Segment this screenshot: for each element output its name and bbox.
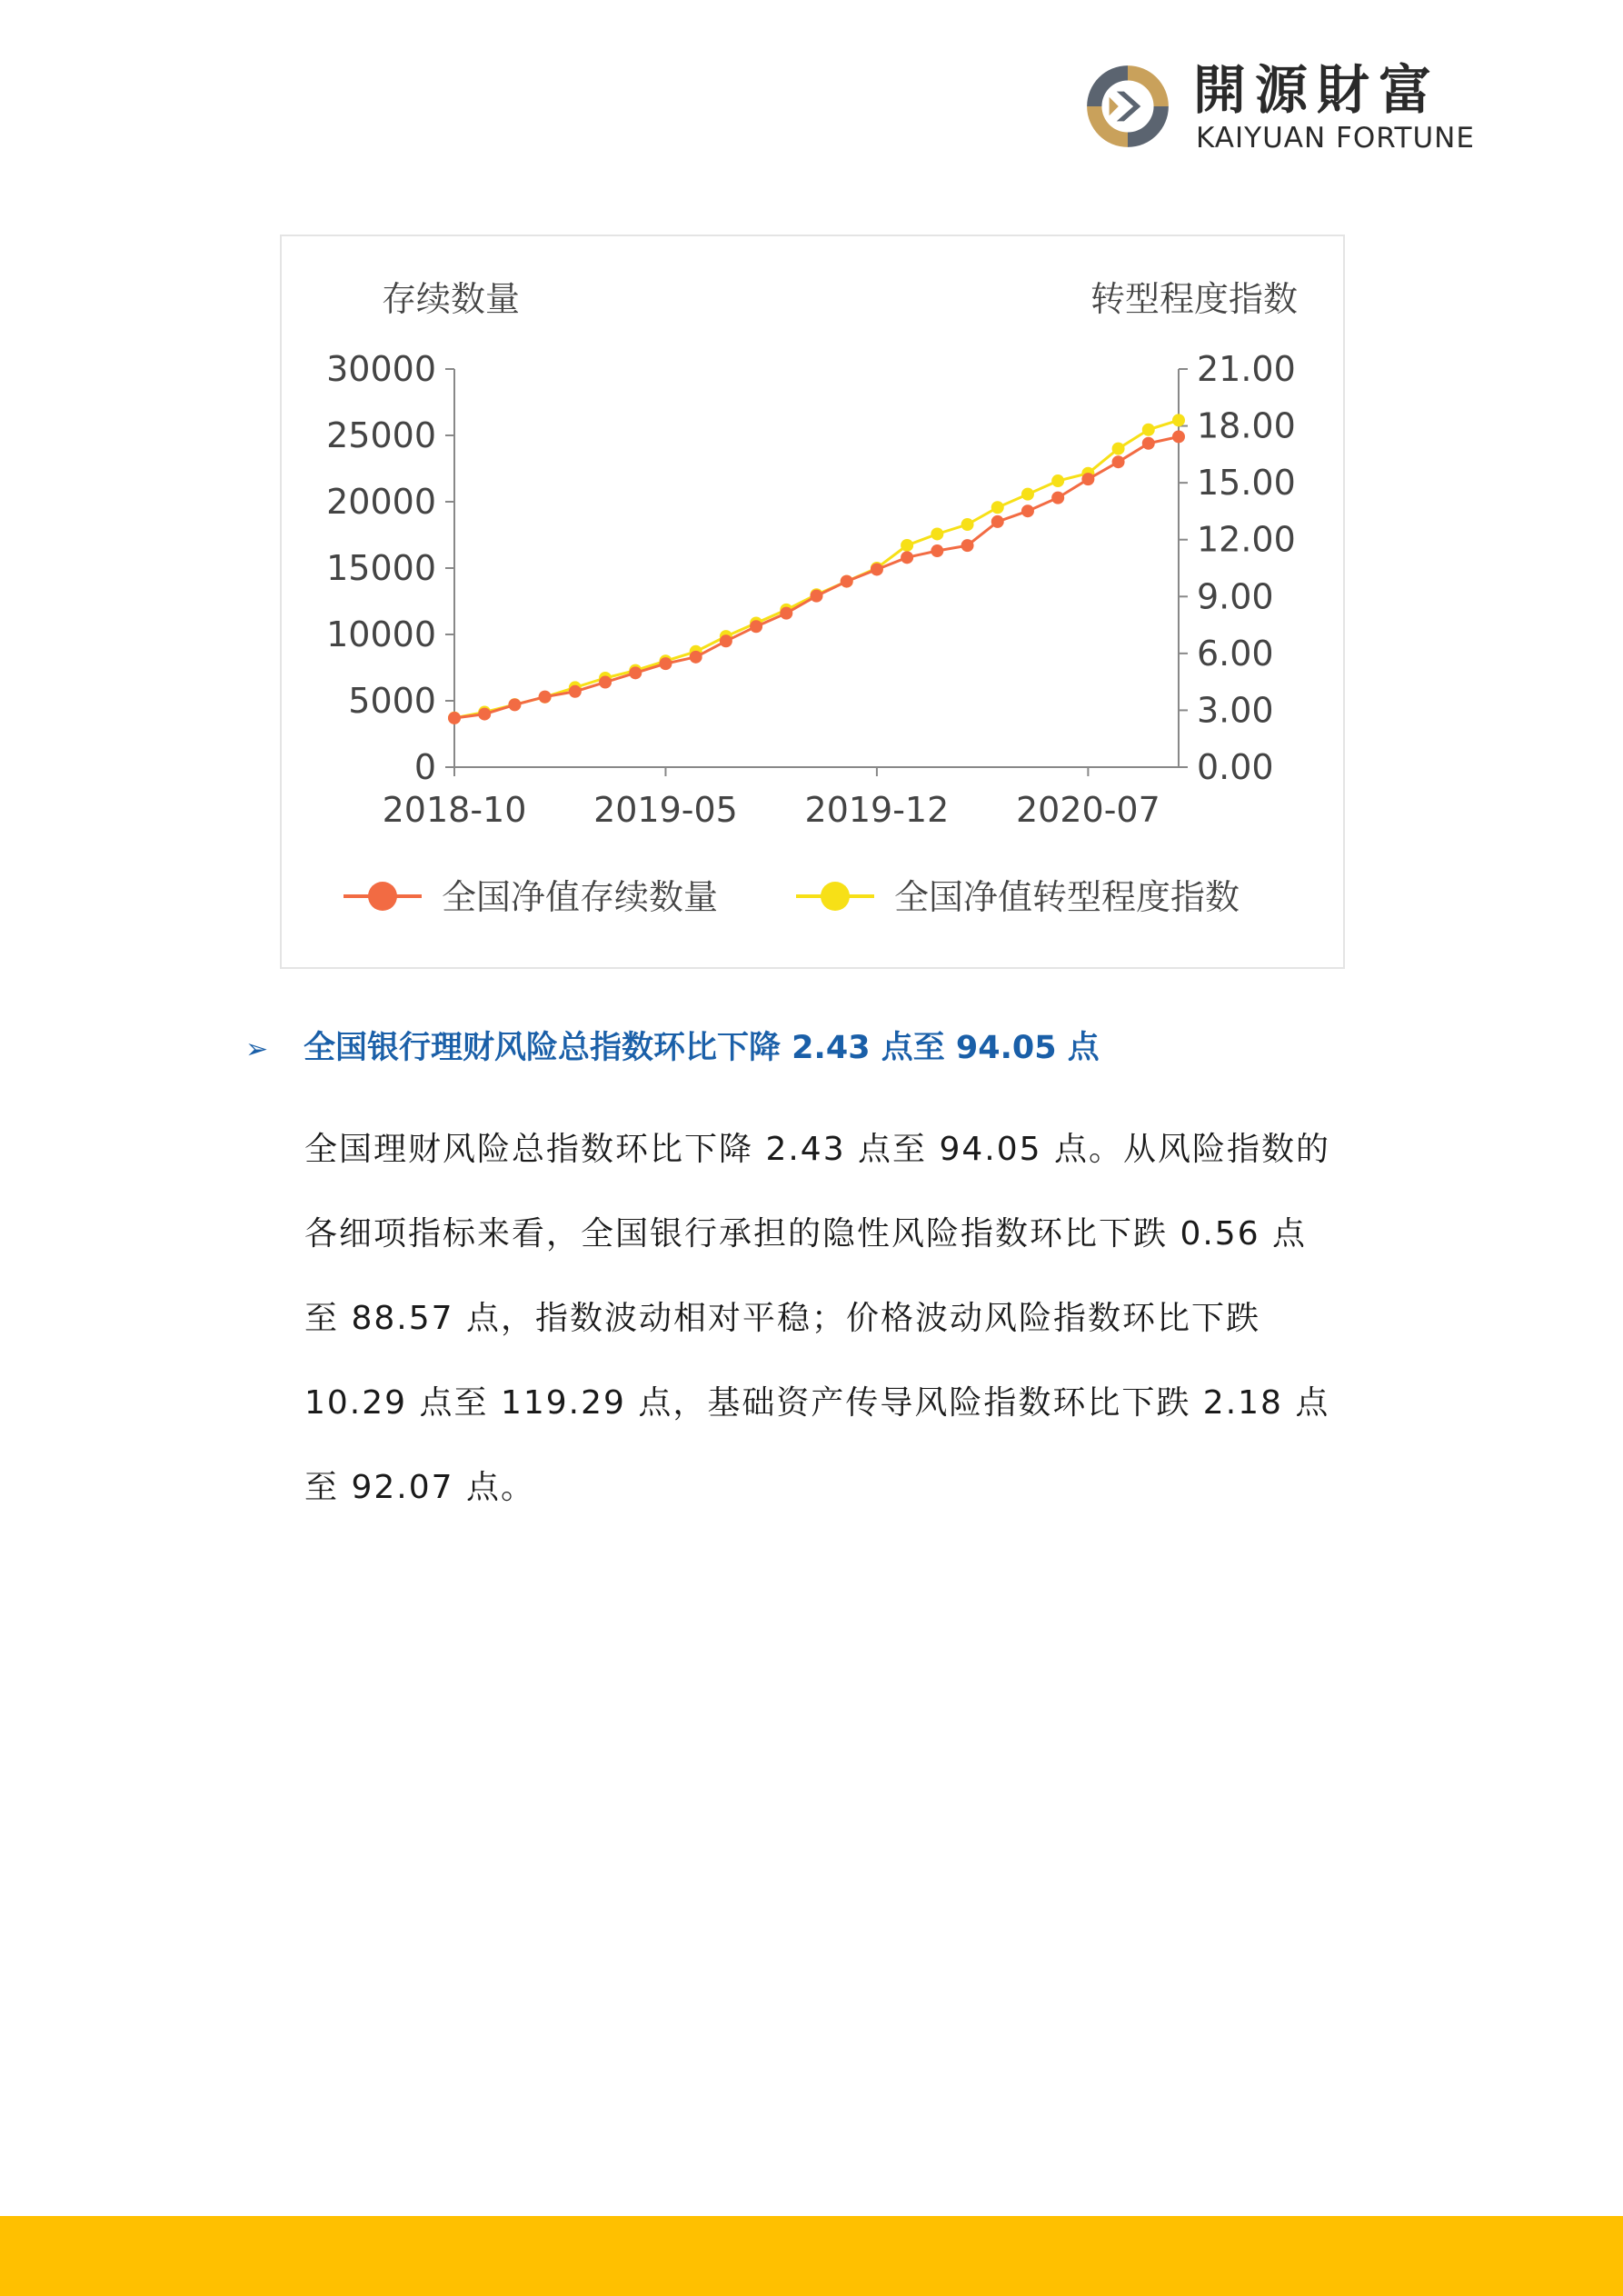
data-point xyxy=(961,539,974,552)
x-axis-tick-label: 2019-12 xyxy=(804,790,950,830)
series-transformation-index xyxy=(448,414,1185,724)
paragraph-line: 各细项指标来看，全国银行承担的隐性风险指数环比下跌 0.56 点 xyxy=(304,1215,1308,1253)
right-axis-tick-label: 12.00 xyxy=(1197,519,1296,560)
kaiyuan-logo-icon xyxy=(1081,60,1174,153)
data-point xyxy=(629,666,642,679)
data-point xyxy=(901,551,913,564)
data-point xyxy=(901,539,913,552)
data-point xyxy=(1112,455,1125,468)
data-point xyxy=(448,712,461,724)
series-net-value-count xyxy=(448,430,1185,724)
left-axis-tick-label: 15000 xyxy=(326,548,436,588)
data-point xyxy=(750,620,762,633)
data-point xyxy=(478,708,491,721)
data-point xyxy=(659,657,672,670)
data-point xyxy=(1172,414,1185,426)
left-axis-tick-label: 0 xyxy=(413,747,436,787)
right-axis-tick-label: 9.00 xyxy=(1197,576,1274,617)
data-point xyxy=(539,691,552,704)
legend-marker-icon xyxy=(821,882,850,911)
brand-name-en: KAIYUAN FORTUNE xyxy=(1196,122,1475,155)
legend-label: 全国净值存续数量 xyxy=(442,877,719,917)
brand-logo xyxy=(1081,56,1499,156)
chart-panel xyxy=(280,235,1345,969)
legend-marker-icon xyxy=(368,882,397,911)
section-heading-text: 全国银行理财风险总指数环比下降 2.43 点至 94.05 点 xyxy=(304,1030,1100,1066)
left-axis-tick-label: 20000 xyxy=(326,482,436,522)
left-axis-tick-label: 25000 xyxy=(326,415,436,455)
data-point xyxy=(569,685,582,698)
left-axis-title: 存续数量 xyxy=(382,279,521,319)
data-point xyxy=(690,651,702,664)
right-axis-tick-label: 0.00 xyxy=(1197,747,1274,787)
data-point xyxy=(1051,492,1064,504)
paragraph-line: 至 88.57 点，指数波动相对平稳；价格波动风险指数环比下跌 xyxy=(304,1300,1260,1337)
data-point xyxy=(1112,443,1125,455)
x-axis-tick-label: 2019-05 xyxy=(593,790,738,830)
data-point xyxy=(871,563,883,575)
paragraph-line: 至 92.07 点。 xyxy=(304,1469,535,1506)
x-axis-tick-label: 2018-10 xyxy=(382,790,527,830)
x-axis-tick-label: 2020-07 xyxy=(1015,790,1160,830)
data-point xyxy=(1021,504,1034,517)
data-point xyxy=(841,575,853,588)
data-point xyxy=(720,634,732,647)
data-point xyxy=(961,518,974,531)
left-axis-tick-label: 30000 xyxy=(326,349,436,389)
right-axis-tick-label: 21.00 xyxy=(1197,349,1296,389)
data-point xyxy=(1172,430,1185,443)
data-point xyxy=(1142,424,1155,436)
right-axis-tick-label: 15.00 xyxy=(1197,463,1296,504)
legend-item xyxy=(796,877,1240,917)
footer-bar xyxy=(0,2216,1623,2296)
data-point xyxy=(1081,473,1094,485)
right-axis-tick-label: 6.00 xyxy=(1197,633,1274,674)
data-point xyxy=(1142,437,1155,450)
data-point xyxy=(780,607,792,620)
right-axis-tick-label: 3.00 xyxy=(1197,690,1274,731)
data-point xyxy=(931,544,943,557)
bullet-arrow-icon: ➢ xyxy=(245,1033,269,1065)
paragraph-line: 10.29 点至 119.29 点，基础资产传导风险指数环比下跌 2.18 点 xyxy=(304,1384,1330,1422)
paragraph-line: 全国理财风险总指数环比下降 2.43 点至 94.05 点。从风险指数的 xyxy=(304,1131,1330,1168)
brand-name-cn: 開源財富 xyxy=(1193,59,1441,121)
data-point xyxy=(811,590,823,603)
data-point xyxy=(508,698,521,711)
left-axis-tick-label: 10000 xyxy=(326,614,436,654)
data-point xyxy=(599,676,612,689)
left-axis-tick-label: 5000 xyxy=(348,681,436,721)
dual-axis-line-chart xyxy=(282,236,1347,971)
data-point xyxy=(1051,474,1064,487)
data-point xyxy=(991,501,1004,514)
section-heading xyxy=(245,1025,1100,1071)
body-paragraph xyxy=(304,1107,1377,1530)
data-point xyxy=(1021,488,1034,501)
right-axis-title: 转型程度指数 xyxy=(1090,279,1298,319)
data-point xyxy=(991,515,1004,528)
legend-label: 全国净值转型程度指数 xyxy=(894,877,1240,917)
legend-item xyxy=(344,877,718,917)
data-point xyxy=(931,527,943,540)
series-line xyxy=(454,420,1179,718)
right-axis-tick-label: 18.00 xyxy=(1197,405,1296,446)
